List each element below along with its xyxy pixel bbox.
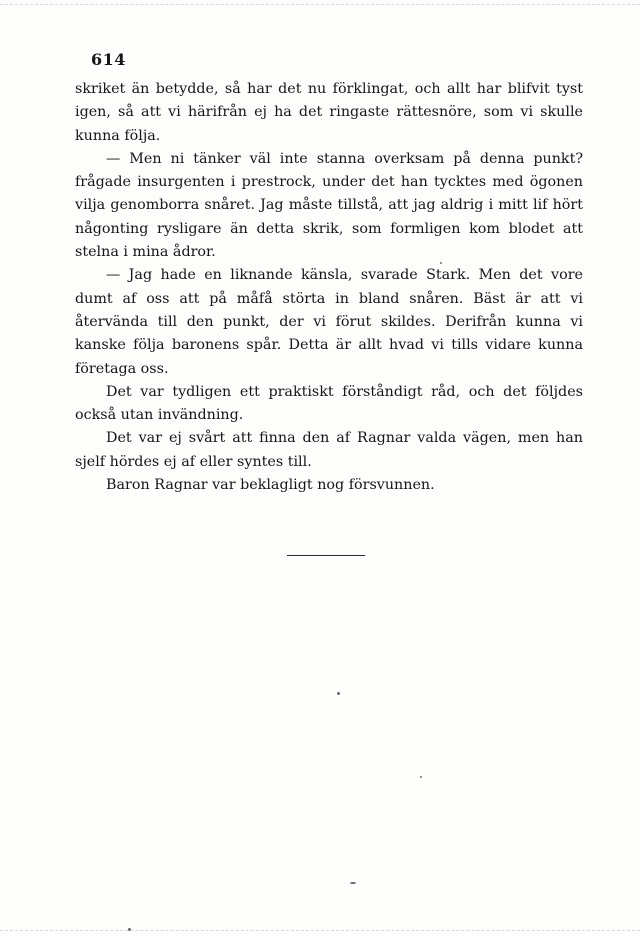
page-bottom-edge <box>0 930 640 931</box>
section-end-rule <box>287 555 365 556</box>
page-top-edge <box>0 4 640 5</box>
paragraph-1: skriket än betydde, så har det nu förklingat, och allt har blifvit tyst igen, så att vi härifrån ej ha det ringaste rättesnöre, som vi skulle kunna följa. <box>75 81 583 144</box>
paragraph-3: — Jag hade en liknande känsla, svarade Stark. Men det vore dumt af oss att på måfå störta in bland snåren. Bäst är att vi återvända till den punkt, der vi förut skildes. Derifrån kunna vi kanske följa baronens spår. Detta är allt hvad vi tills vidare kunna företaga oss. <box>75 267 583 377</box>
page-number: 614 <box>91 50 126 69</box>
scan-speck <box>420 776 422 778</box>
paragraph-4: Det var tydligen ett praktiskt förståndigt råd, och det följdes också utan invändning. <box>75 383 583 424</box>
scan-speck <box>337 692 340 695</box>
paragraph-6: Baron Ragnar var beklagligt nog försvunnen. <box>106 477 435 494</box>
paragraph-5: Det var ej svårt att finna den af Ragnar valda vägen, men han sjelf hördes ej af eller syntes till. <box>75 430 583 470</box>
body-text <box>75 78 583 497</box>
scan-speck <box>440 262 442 264</box>
scan-speck <box>350 882 356 884</box>
paragraph-2: — Men ni tänker väl inte stanna overksam på denna punkt? frågade insurgenten i prestrock, under det han tycktes med ögonen vilja genomborra snåret. Jag måste tillstå, att jag aldrig i mitt lif hört någonting rysligare än detta skrik, som formligen kom blodet att stelna i mina ådror. <box>75 150 583 261</box>
